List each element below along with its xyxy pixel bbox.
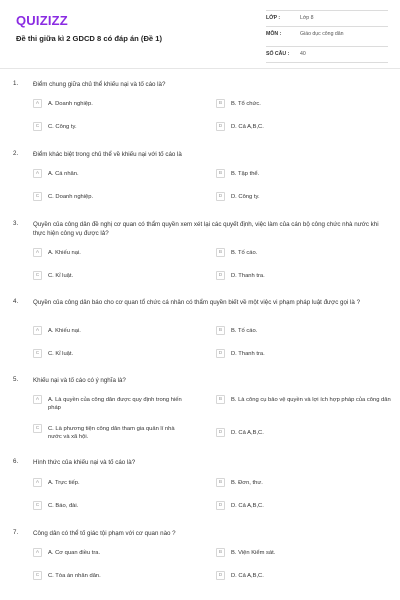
- option-c[interactable]: [33, 349, 183, 362]
- option-text: D. Công ty.: [231, 194, 260, 200]
- quizizz-logo: QUIZIZZ: [16, 13, 68, 28]
- option-text: C. Kỉ luật.: [48, 273, 74, 279]
- option-text: C. Công ty.: [48, 124, 77, 130]
- option-letter-box: B: [216, 169, 225, 178]
- option-text: B. Đơn, thư.: [231, 480, 263, 486]
- option-letter-box: B: [216, 326, 225, 335]
- meta-label: SỐ CÂU :: [266, 51, 290, 57]
- question-text: Công dân có thể tố giác tội phạm với cơ quan nào ?: [33, 530, 176, 537]
- option-b[interactable]: [216, 395, 392, 408]
- option-c[interactable]: [33, 192, 183, 205]
- question-text: Điểm chung giữa chủ thể khiếu nại và tố cáo là?: [33, 81, 166, 88]
- question-text: Quyền của công dân báo cho cơ quan tổ chức cá nhân có thẩm quyền biết về một việc vi phạm pháp luật được gọi là ?: [33, 299, 361, 306]
- option-text: C. Báo, đài.: [48, 503, 79, 509]
- option-a[interactable]: [33, 248, 183, 261]
- option-text: B. Là công cụ bảo vệ quyền và lợi ích hợp pháp của công dân: [231, 397, 391, 403]
- option-text: D. Cả A,B,C.: [231, 124, 264, 130]
- option-text: B. Tập thể.: [231, 171, 260, 177]
- question-text: Khiếu nại và tố cáo có ý nghĩa là?: [33, 377, 126, 384]
- option-text: D. Thanh tra.: [231, 351, 265, 357]
- option-b[interactable]: [216, 169, 392, 182]
- option-a[interactable]: [33, 99, 183, 112]
- option-text: D. Cả A,B,C.: [231, 430, 264, 436]
- option-text: D. Cả A,B,C.: [231, 503, 264, 509]
- option-letter-box: C: [33, 192, 42, 201]
- option-text: D. Cả A,B,C.: [231, 573, 264, 579]
- option-text: C. Tòa án nhân dân.: [48, 573, 101, 579]
- option-letter-box: D: [216, 271, 225, 280]
- option-letter-box: C: [33, 122, 42, 131]
- option-text: D. Thanh tra.: [231, 273, 265, 279]
- option-c[interactable]: [33, 271, 183, 284]
- option-b[interactable]: [216, 248, 392, 261]
- option-letter-box: D: [216, 571, 225, 580]
- question-number: 6.: [13, 458, 19, 465]
- option-a[interactable]: [33, 169, 183, 182]
- option-letter-box: B: [216, 478, 225, 487]
- option-letter-box: B: [216, 395, 225, 404]
- option-b[interactable]: [216, 99, 392, 112]
- option-a[interactable]: [33, 548, 183, 561]
- option-c[interactable]: [33, 571, 183, 584]
- meta-row-class: [266, 11, 388, 27]
- option-text: B. Tố cáo.: [231, 250, 258, 256]
- question-text: Hình thức của khiếu nại và tố cáo là?: [33, 459, 136, 466]
- option-letter-box: A: [33, 248, 42, 257]
- option-text: A. Cơ quan điều tra.: [48, 550, 101, 556]
- option-text: B. Tổ chức.: [231, 101, 261, 107]
- question-text: Điểm khác biệt trong chủ thể về khiếu nại với tố cáo là: [33, 151, 182, 158]
- meta-value: Lớp 8: [300, 15, 314, 21]
- option-d[interactable]: [216, 428, 392, 441]
- option-text: C. Kỉ luật.: [48, 351, 74, 357]
- option-text: A. Cá nhân.: [48, 171, 79, 177]
- option-a[interactable]: [33, 326, 183, 339]
- option-letter-box: B: [216, 99, 225, 108]
- option-letter-box: C: [33, 271, 42, 280]
- option-text: B. Viện Kiểm sát.: [231, 550, 276, 556]
- meta-value: Giáo dục công dân: [300, 31, 344, 37]
- option-text: A. Trực tiếp.: [48, 480, 80, 486]
- header-divider: [0, 68, 400, 69]
- meta-value: 40: [300, 51, 306, 57]
- option-b[interactable]: [216, 326, 392, 339]
- option-letter-box: A: [33, 548, 42, 557]
- option-letter-box: B: [216, 548, 225, 557]
- option-d[interactable]: [216, 349, 392, 362]
- meta-row-subject: [266, 27, 388, 47]
- option-text: C. Doanh nghiệp.: [48, 194, 94, 200]
- option-letter-box: D: [216, 501, 225, 510]
- option-c[interactable]: [33, 424, 183, 440]
- meta-row-count: [266, 47, 388, 63]
- option-letter-box: A: [33, 395, 42, 404]
- option-letter-box: D: [216, 349, 225, 358]
- option-letter-box: C: [33, 501, 42, 510]
- question-number: 7.: [13, 529, 19, 536]
- option-d[interactable]: [216, 271, 392, 284]
- meta-table: [266, 10, 388, 63]
- option-b[interactable]: [216, 478, 392, 491]
- option-letter-box: C: [33, 571, 42, 580]
- question-number: 5.: [13, 376, 19, 383]
- option-text: A. Khiếu nại.: [48, 250, 81, 256]
- meta-label: MÔN :: [266, 31, 282, 37]
- option-d[interactable]: [216, 192, 392, 205]
- option-text: C. Là phương tiện công dân tham gia quản lí nhà nước và xã hội.: [48, 426, 175, 440]
- option-d[interactable]: [216, 501, 392, 514]
- option-d[interactable]: [216, 122, 392, 135]
- option-letter-box: A: [33, 169, 42, 178]
- question-number: 3.: [13, 220, 19, 227]
- question-number: 2.: [13, 150, 19, 157]
- option-letter-box: D: [216, 122, 225, 131]
- option-letter-box: B: [216, 248, 225, 257]
- option-letter-box: D: [216, 428, 225, 437]
- question-number: 1.: [13, 80, 19, 87]
- question-number: 4.: [13, 298, 19, 305]
- option-text: A. Doanh nghiệp.: [48, 101, 93, 107]
- option-text: A. Là quyền của công dân được quy định trong hiến pháp: [48, 397, 182, 411]
- option-letter-box: C: [33, 349, 42, 358]
- option-b[interactable]: [216, 548, 392, 561]
- meta-label: LỚP :: [266, 15, 281, 21]
- option-letter-box: A: [33, 478, 42, 487]
- option-a[interactable]: [33, 478, 183, 491]
- option-c[interactable]: [33, 501, 183, 514]
- option-text: B. Tố cáo.: [231, 328, 258, 334]
- option-letter-box: A: [33, 99, 42, 108]
- option-a[interactable]: [33, 395, 183, 411]
- option-letter-box: C: [33, 424, 42, 433]
- question-text: Quyền của công dân đề nghị cơ quan có thẩm quyền xem xét lại các quyết định, việc làm của cán bộ công chức nhà nước khi thực hiện công vụ được lả?: [33, 221, 379, 237]
- option-c[interactable]: [33, 122, 183, 135]
- option-text: A. Khiếu nại.: [48, 328, 81, 334]
- option-d[interactable]: [216, 571, 392, 584]
- option-letter-box: A: [33, 326, 42, 335]
- option-letter-box: D: [216, 192, 225, 201]
- worksheet-title: Đề thi giữa kì 2 GDCD 8 có đáp án (Đề 1): [16, 34, 163, 43]
